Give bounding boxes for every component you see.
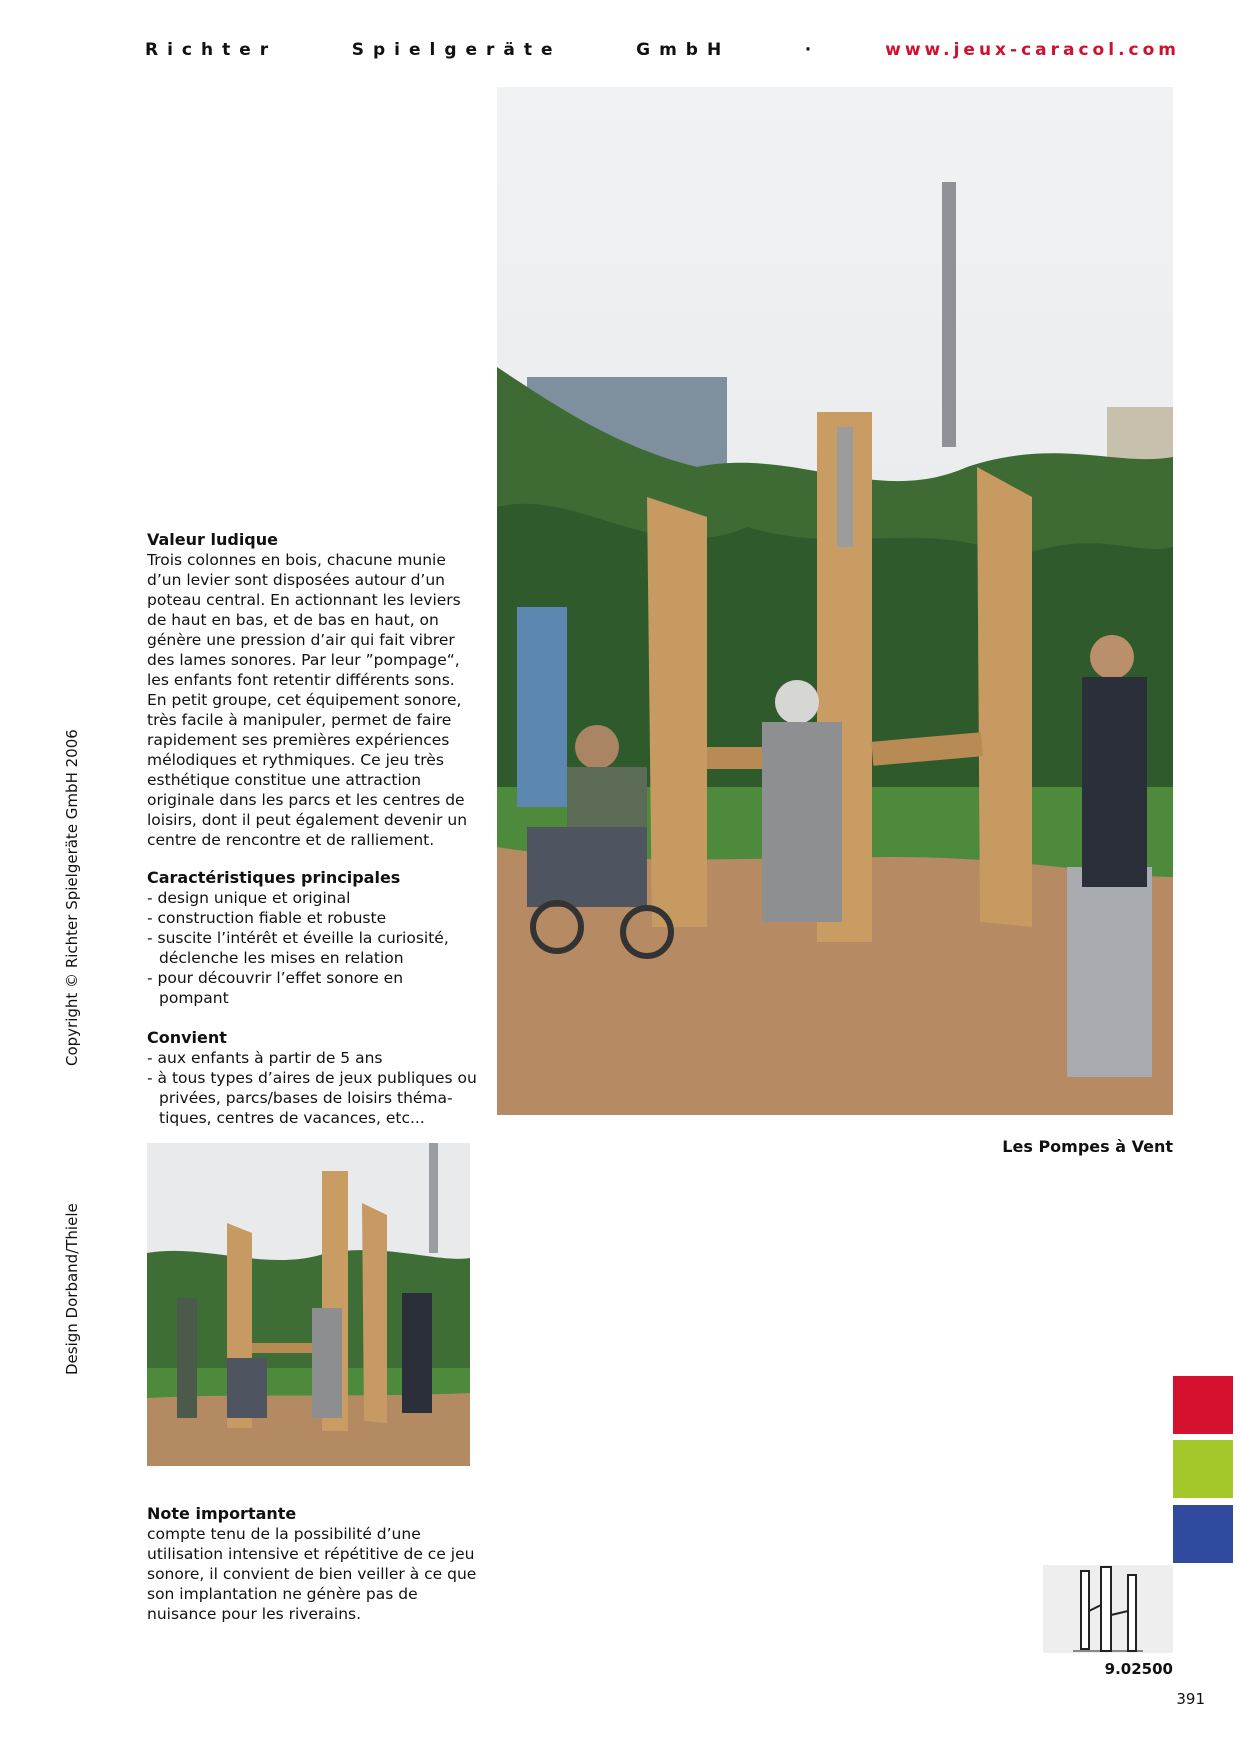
list-item: - aux enfants à partir de 5 ans	[147, 1049, 383, 1067]
section-text: Trois colonnes en bois, chacune munie d’un levier sont disposées autour d’un poteau central. En actionnant les leviers de haut en bas, et de bas en haut, on génère une pression d’air qui fait vibrer des lames sonores. Par leur ”pompage“, les enfants font retentir différents sons. En petit groupe, cet équipement sonore, très facile à manipuler, permet de faire rapidement ses premières expériences mélodiques et rythmiques. Ce jeu très esthétique constitue une attraction originale dans les parcs et les centres de loisirs, dont il peut également devenir un centre de rencontre et de ralliement.	[147, 551, 468, 849]
category-tab-green	[1173, 1440, 1233, 1498]
product-caption: Les Pompes à Vent	[1002, 1137, 1173, 1156]
section-title: Valeur ludique	[147, 530, 278, 549]
list-item: - construction fiable et robuste	[147, 909, 387, 927]
company-name: Richter Spielgeräte GmbH ·	[145, 40, 821, 60]
section-caracteristiques	[147, 868, 477, 1008]
category-tab-blue	[1173, 1505, 1233, 1563]
designer-credit: Design Dorband/Thiele	[63, 1203, 81, 1375]
page-number: 391	[1176, 1690, 1205, 1708]
section-title: Note importante	[147, 1504, 297, 1523]
section-title: Caractéristiques principales	[147, 868, 401, 887]
website-url[interactable]: www.jeux-caracol.com	[885, 40, 1180, 60]
main-photo	[497, 87, 1173, 1115]
category-tab-red	[1173, 1376, 1233, 1434]
section-valeur	[147, 530, 477, 850]
list-item: - suscite l’intérêt et éveille la curiosité, déclenche les mises en relation	[147, 929, 449, 967]
list-item: - design unique et original	[147, 889, 351, 907]
copyright-notice: Copyright © Richter Spielgeräte GmbH 2006	[63, 729, 81, 1066]
list-item: - pour découvrir l’effet sonore en pompant	[147, 969, 404, 1007]
section-convient	[147, 1028, 477, 1128]
product-code: 9.02500	[1104, 1660, 1173, 1678]
section-text: compte tenu de la possibilité d’une utilisation intensive et répétitive de ce jeu sonore, il convient de bien veiller à ce que son implantation ne génère pas de nuisance pour les riverains.	[147, 1525, 477, 1623]
page-header	[145, 40, 1180, 62]
section-title: Convient	[147, 1028, 227, 1047]
section-note	[147, 1504, 487, 1624]
product-drawing	[1043, 1565, 1173, 1653]
list-item: - à tous types d’aires de jeux publiques ou privées, parcs/bases de loisirs théma- tiques, centres de vacances, etc...	[147, 1069, 477, 1127]
secondary-photo	[147, 1143, 470, 1466]
